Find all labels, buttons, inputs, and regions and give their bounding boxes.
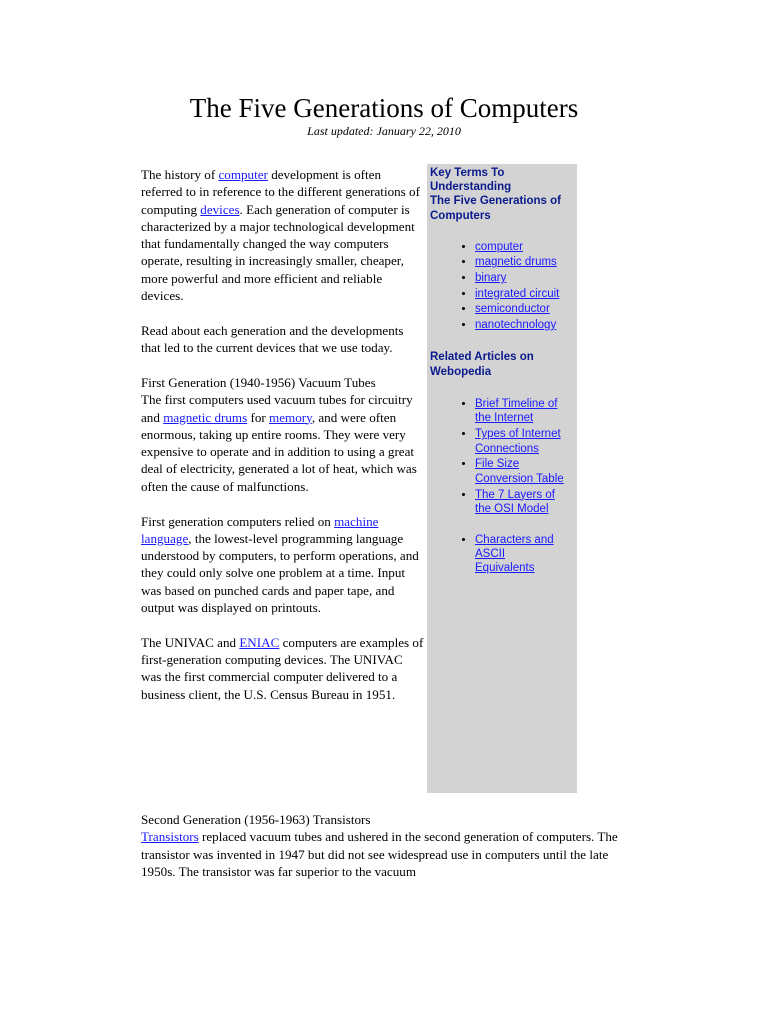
list-item bbox=[475, 318, 577, 334]
list-item bbox=[475, 488, 577, 517]
list-item bbox=[475, 240, 577, 256]
related-ascii-link[interactable]: Characters and ASCII Equivalents bbox=[475, 533, 554, 575]
key-terms-heading: Key Terms To Understanding The Five Generations of Computers bbox=[430, 167, 561, 222]
list-item bbox=[475, 287, 577, 303]
key-term-integrated-circuit-link[interactable]: integrated circuit bbox=[475, 287, 560, 300]
first-generation-heading: First Generation (1940-1956) Vacuum Tubes bbox=[141, 374, 376, 390]
list-item bbox=[475, 427, 577, 456]
related-internet-connections-link[interactable]: Types of Internet Connections bbox=[475, 428, 561, 455]
related-timeline-internet-link[interactable]: Brief Timeline of the Internet bbox=[475, 397, 558, 425]
transistors-link[interactable]: Transistors bbox=[141, 829, 199, 845]
key-term-binary-link[interactable]: binary bbox=[475, 272, 507, 284]
last-updated-date: Last updated: January 22, 2010 bbox=[307, 124, 461, 138]
computer-link[interactable]: computer bbox=[218, 167, 268, 182]
related-file-size-link[interactable]: File Size Conversion Table bbox=[475, 458, 564, 485]
intro-paragraph-2: Read about each generation and the developments that led to the current devices that we use today. bbox=[141, 322, 404, 356]
list-item bbox=[475, 271, 577, 287]
list-item bbox=[475, 457, 577, 486]
sidebar-panel bbox=[427, 164, 577, 793]
list-item bbox=[475, 302, 577, 318]
list-item bbox=[475, 255, 577, 271]
key-terms-list bbox=[427, 240, 577, 334]
univac-paragraph: The UNIVAC and ENIAC computers are examples of first-generation computing devices. The UNIVAC was the first commercial computer delivered to a business client, the U.S. Census Bureau in 1951. bbox=[141, 634, 424, 702]
devices-link[interactable]: devices bbox=[200, 201, 240, 217]
magnetic-drums-link[interactable]: magnetic drums bbox=[163, 409, 248, 425]
intro-paragraph: The history of computer development is often referred to in reference to the different generations of computing devices. Each generation of computer is characterized by a major technological development that fundamentally changed the way computers operate, resulting in increasingly smaller, cheaper, more powerful and more efficient and reliable devices. bbox=[141, 167, 420, 304]
page-title: The Five Generations of Computers bbox=[189, 93, 579, 123]
memory-link[interactable]: memory bbox=[269, 409, 312, 425]
second-generation-section: Second Generation (1956-1963) Transistors Transistors replaced vacuum tubes and ushered in the second generation of computers. The transistor was invented in 1947 but did not see widespread use in computers until the late 1950s. The transistor was far superior to the vacuum bbox=[141, 812, 618, 880]
first-generation-section: First Generation (1940-1956) Vacuum Tubes The first computers used vacuum tubes for circuitry and magnetic drums for memory, and were often enormous, taking up entire rooms. They were very expensive to operate and in addition to using a great deal of electricity, generated a lot of heat, which was often the cause of malfunctions. bbox=[141, 374, 417, 494]
eniac-link[interactable]: ENIAC bbox=[239, 634, 280, 650]
related-articles-list bbox=[427, 397, 577, 576]
article-body bbox=[141, 166, 424, 721]
machine-language-link[interactable]: machine language bbox=[141, 513, 379, 546]
list-item bbox=[475, 533, 577, 576]
key-term-semiconductor-link[interactable]: semiconductor bbox=[475, 303, 550, 316]
machine-language-paragraph: First generation computers relied on machine language, the lowest-level programming language understood by computers, to perform operations, and they could only solve one problem at a time. Input was based on punched cards and paper tape, and output was displayed on printouts. bbox=[141, 513, 419, 616]
second-generation-heading: Second Generation (1956-1963) Transistors bbox=[141, 812, 371, 827]
related-osi-model-link[interactable]: The 7 Layers of the OSI Model bbox=[475, 488, 555, 516]
related-articles-heading: Related Articles on Webopedia bbox=[430, 351, 534, 378]
list-item bbox=[475, 397, 577, 426]
key-term-nanotechnology-link[interactable]: nanotechnology bbox=[475, 318, 557, 331]
key-term-magnetic-drums-link[interactable]: magnetic drums bbox=[475, 256, 557, 269]
key-term-computer-link[interactable]: computer bbox=[475, 240, 523, 253]
